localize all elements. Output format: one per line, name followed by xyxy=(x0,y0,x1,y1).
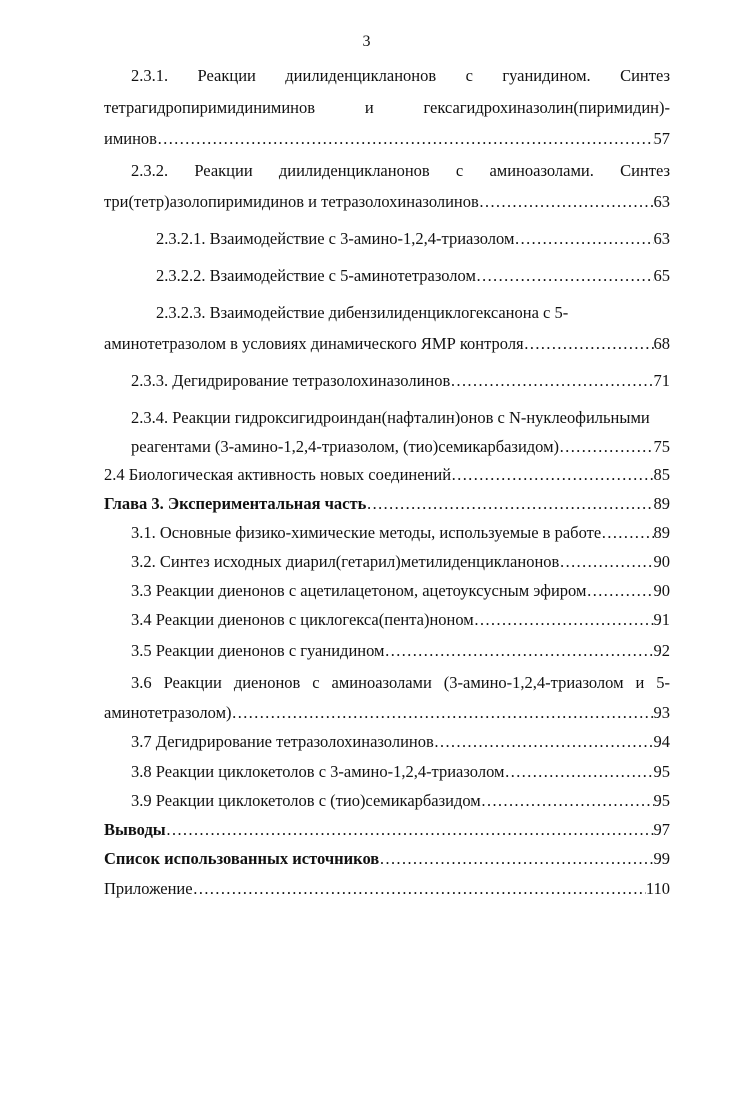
toc-entry-page: 65 xyxy=(653,266,670,285)
toc-line: 3.6 Реакции диенонов с аминоазолами (3-амино-1,2,4-триазолом и 5- xyxy=(131,673,670,692)
toc-entry[interactable] xyxy=(131,437,670,457)
toc-entry-title: 3.3 Реакции диенонов с ацетилацетоном, ацетоуксусным эфиром xyxy=(131,581,587,600)
toc-entry[interactable] xyxy=(156,266,670,286)
toc-entry-page: 68 xyxy=(653,334,670,353)
toc-entry[interactable] xyxy=(104,703,670,723)
leader-dots xyxy=(450,371,653,391)
toc-entry[interactable] xyxy=(104,820,670,840)
leader-dots xyxy=(379,849,653,869)
toc-entry-page: 85 xyxy=(653,465,670,484)
toc-entry-title: 3.9 Реакции циклокетолов с (тио)семикарбазидом xyxy=(131,791,481,810)
toc-entry[interactable] xyxy=(104,192,670,212)
toc-entry-page: 89 xyxy=(653,494,670,513)
toc-entry[interactable] xyxy=(104,334,670,354)
leader-dots xyxy=(476,266,654,286)
toc-entry-title: аминотетразолом) xyxy=(104,703,232,722)
toc-entry-title: 3.2. Синтез исходных диарил(гетарил)метилиденцикланонов xyxy=(131,552,560,571)
toc-entry-title: 2.3.2.1. Взаимодействие с 3-амино-1,2,4-триазолом xyxy=(156,229,515,248)
toc-entry[interactable] xyxy=(131,610,670,630)
page-number: 3 xyxy=(362,33,371,50)
leader-dots xyxy=(479,192,654,212)
leader-dots xyxy=(586,581,653,601)
toc-entry[interactable] xyxy=(104,849,670,869)
leader-dots xyxy=(232,703,654,723)
toc-entry[interactable] xyxy=(104,879,670,899)
toc-entry-page: 95 xyxy=(653,791,670,810)
toc-entry-page: 92 xyxy=(653,641,670,660)
leader-dots xyxy=(434,732,654,752)
toc-entry[interactable] xyxy=(131,523,670,543)
toc-entry-page: 94 xyxy=(653,732,670,751)
toc-entry-title: Выводы xyxy=(104,820,166,839)
leader-dots xyxy=(514,229,653,249)
toc-entry-title: 2.3.2.2. Взаимодействие с 5-аминотетразолом xyxy=(156,266,476,285)
leader-dots xyxy=(474,610,654,630)
toc-entry-title: Список использованных источников xyxy=(104,849,380,868)
toc-entry-title: реагентами (3-амино-1,2,4-триазолом, (тио)семикарбазидом) xyxy=(131,437,560,456)
toc-entry-page: 57 xyxy=(653,129,670,148)
leader-dots xyxy=(366,494,653,514)
toc-entry-page: 91 xyxy=(653,610,670,629)
toc-entry-title: Глава 3. Экспериментальная часть xyxy=(104,494,367,513)
toc-entry[interactable] xyxy=(131,791,670,811)
toc-entry[interactable] xyxy=(131,762,670,782)
toc-entry[interactable] xyxy=(131,581,670,601)
toc-entry[interactable] xyxy=(131,641,670,661)
toc-line: тетрагидропиримидиниминов и гексагидрохиназолин(пиримидин)- xyxy=(104,98,670,117)
leader-dots xyxy=(451,465,653,485)
toc-entry-page: 97 xyxy=(653,820,670,839)
toc-entry[interactable] xyxy=(131,371,670,391)
toc-entry-page: 110 xyxy=(645,879,670,898)
leader-dots xyxy=(504,762,653,782)
toc-entry-title: аминотетразолом в условиях динамического ЯМР контроля xyxy=(104,334,524,353)
toc-entry-title: 3.4 Реакции диенонов с циклогекса(пента)ноном xyxy=(131,610,474,629)
leader-dots xyxy=(559,552,653,572)
leader-dots xyxy=(481,791,654,811)
toc-entry-title: Приложение xyxy=(104,879,193,898)
toc-line: 2.3.1. Реакции диилиденцикланонов с гуанидином. Синтез xyxy=(131,66,670,85)
toc-entry-title: 3.5 Реакции диенонов с гуанидином xyxy=(131,641,385,660)
toc-entry-title: 3.8 Реакции циклокетолов с 3-амино-1,2,4-триазолом xyxy=(131,762,505,781)
toc-entry-title: 3.7 Дегидрирование тетразолохиназолинов xyxy=(131,732,434,751)
toc-entry-title: 3.1. Основные физико-химические методы, используемые в работе xyxy=(131,523,602,542)
toc-entry-page: 90 xyxy=(653,581,670,600)
toc-entry-page: 99 xyxy=(653,849,670,868)
toc-entry-page: 93 xyxy=(653,703,670,722)
leader-dots xyxy=(524,334,654,354)
leader-dots xyxy=(157,129,654,149)
toc-entry[interactable] xyxy=(131,552,670,572)
toc-entry-page: 89 xyxy=(653,523,670,542)
leader-dots xyxy=(559,437,653,457)
toc-entry-page: 95 xyxy=(653,762,670,781)
toc-line: 2.3.4. Реакции гидроксигидроиндан(нафталин)онов с N-нуклеофильными xyxy=(131,408,650,427)
toc-entry-title: три(тетр)азолопиримидинов и тетразолохиназолинов xyxy=(104,192,479,211)
toc-entry-title: иминов xyxy=(104,129,157,148)
leader-dots xyxy=(166,820,654,840)
toc-line: 2.3.2. Реакции диилиденцикланонов с аминоазолами. Синтез xyxy=(131,161,670,180)
toc-entry-page: 75 xyxy=(653,437,670,456)
toc-entry[interactable] xyxy=(131,732,670,752)
leader-dots xyxy=(384,641,653,661)
toc-entry[interactable] xyxy=(104,494,670,514)
toc-entry[interactable] xyxy=(104,129,670,149)
toc-entry-page: 90 xyxy=(653,552,670,571)
toc-entry[interactable] xyxy=(104,465,670,485)
leader-dots xyxy=(193,879,646,899)
leader-dots xyxy=(601,523,653,543)
toc-entry-title: 2.4 Биологическая активность новых соединений xyxy=(104,465,452,484)
toc-line: 2.3.2.3. Взаимодействие дибензилиденциклогексанона с 5- xyxy=(156,303,569,322)
toc-entry-page: 63 xyxy=(653,192,670,211)
toc-entry-title: 2.3.3. Дегидрирование тетразолохиназолинов xyxy=(131,371,451,390)
toc-entry-page: 63 xyxy=(653,229,670,248)
toc-entry[interactable] xyxy=(156,229,670,249)
toc-entry-page: 71 xyxy=(653,371,670,390)
